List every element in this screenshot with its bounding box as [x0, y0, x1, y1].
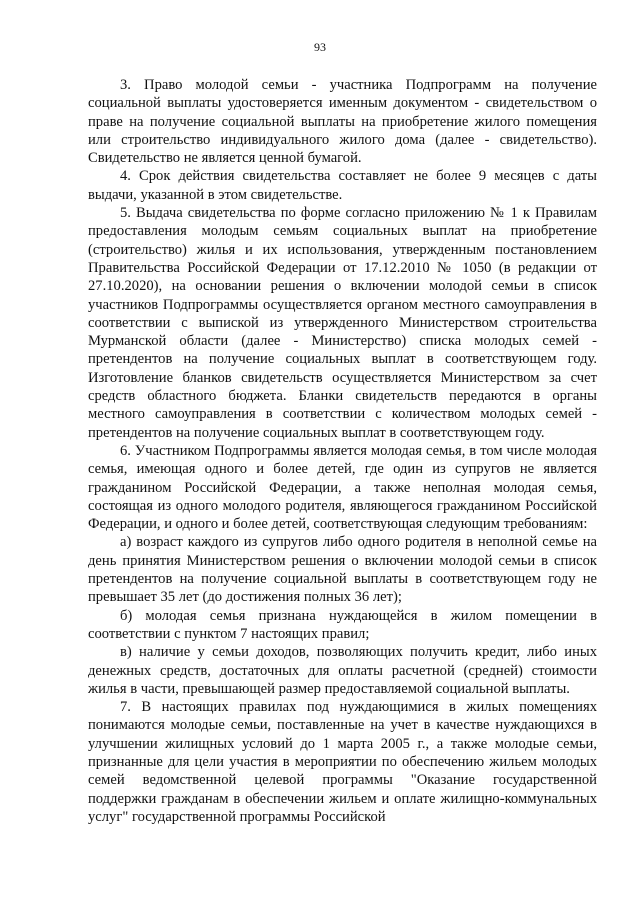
paragraph-4: 4. Срок действия свидетельства составляет не более 9 месяцев с даты выдачи, указанной в этом свидетельстве.: [88, 168, 597, 203]
paragraph-7: 7. В настоящих правилах под нуждающимися в жилых помещениях понимаются молодые семьи, поставленные на учет в качестве нуждающихся в улучшении жилищных условий до 1 марта 2005 г., а также молодые семьи, признанные для цели участия в мероприятии по обеспечению жильем молодых семей ведомственной целевой программы "Оказание государственной поддержки гражданам в обеспечении жильем и оплате жилищно-коммунальных услуг" государственной программы Российской: [88, 699, 597, 825]
paragraph-3: 3. Право молодой семьи - участника Подпрограмм на получение социальной выплаты удостоверяется именным документом - свидетельством о праве на получение социальной выплаты на приобретение жилого помещения или строительство индивидуального жилого дома (далее - свидетельство). Свидетельство не является ценной бумагой.: [88, 77, 597, 167]
document-body: [88, 76, 597, 826]
page-number: 93: [314, 40, 326, 54]
paragraph-6v: в) наличие у семьи доходов, позволяющих получить кредит, либо иных денежных средств, достаточных для оплаты расчетной (средней) стоимости жилья в части, превышающей размер предоставляемой социальной выплаты.: [88, 644, 597, 697]
paragraph-6b: б) молодая семья признана нуждающейся в жилом помещении в соответствии с пунктом 7 настоящих правил;: [88, 607, 597, 642]
paragraph-6: 6. Участником Подпрограммы является молодая семья, в том числе молодая семья, имеющая одного и более детей, где один из супругов не является гражданином Российской Федерации, а также неполная молодая семья, состоящая из одного молодого родителя, являющегося гражданином Российской Федерации, и одного и более детей, соответствующая следующим требованиям:: [88, 442, 597, 533]
paragraph-6a: а) возраст каждого из супругов либо одного родителя в неполной семье на день принятия Министерством решения о включении молодой семьи в список претендентов на получение социальной выплаты в соответствующем году не превышает 35 лет (до достижения полных 36 лет);: [88, 534, 597, 606]
paragraph-5: 5. Выдача свидетельства по форме согласно приложению № 1 к Правилам предоставления молодым семьям социальных выплат на приобретение (строительство) жилья и их использования, утвержденным постановлением Правительства Российской Федерации от 17.12.2010 № 1050 (в редакции от 27.10.2020), на основании решения о включении молодой семьи в список участников Подпрограммы осуществляется органом местного самоуправления в соответствии с выпиской из утвержденного Министерством строительства Мурманской области (далее - Министерство) списка молодых семей - претендентов на получение социальных выплат в соответствующем году. Изготовление бланков свидетельств осуществляется Министерством за счет средств областного бюджета. Бланки свидетельств передаются в органы местного самоуправления в соответствии с количеством молодых семей - претендентов на получение социальных выплат в соответствующем году.: [88, 205, 597, 441]
